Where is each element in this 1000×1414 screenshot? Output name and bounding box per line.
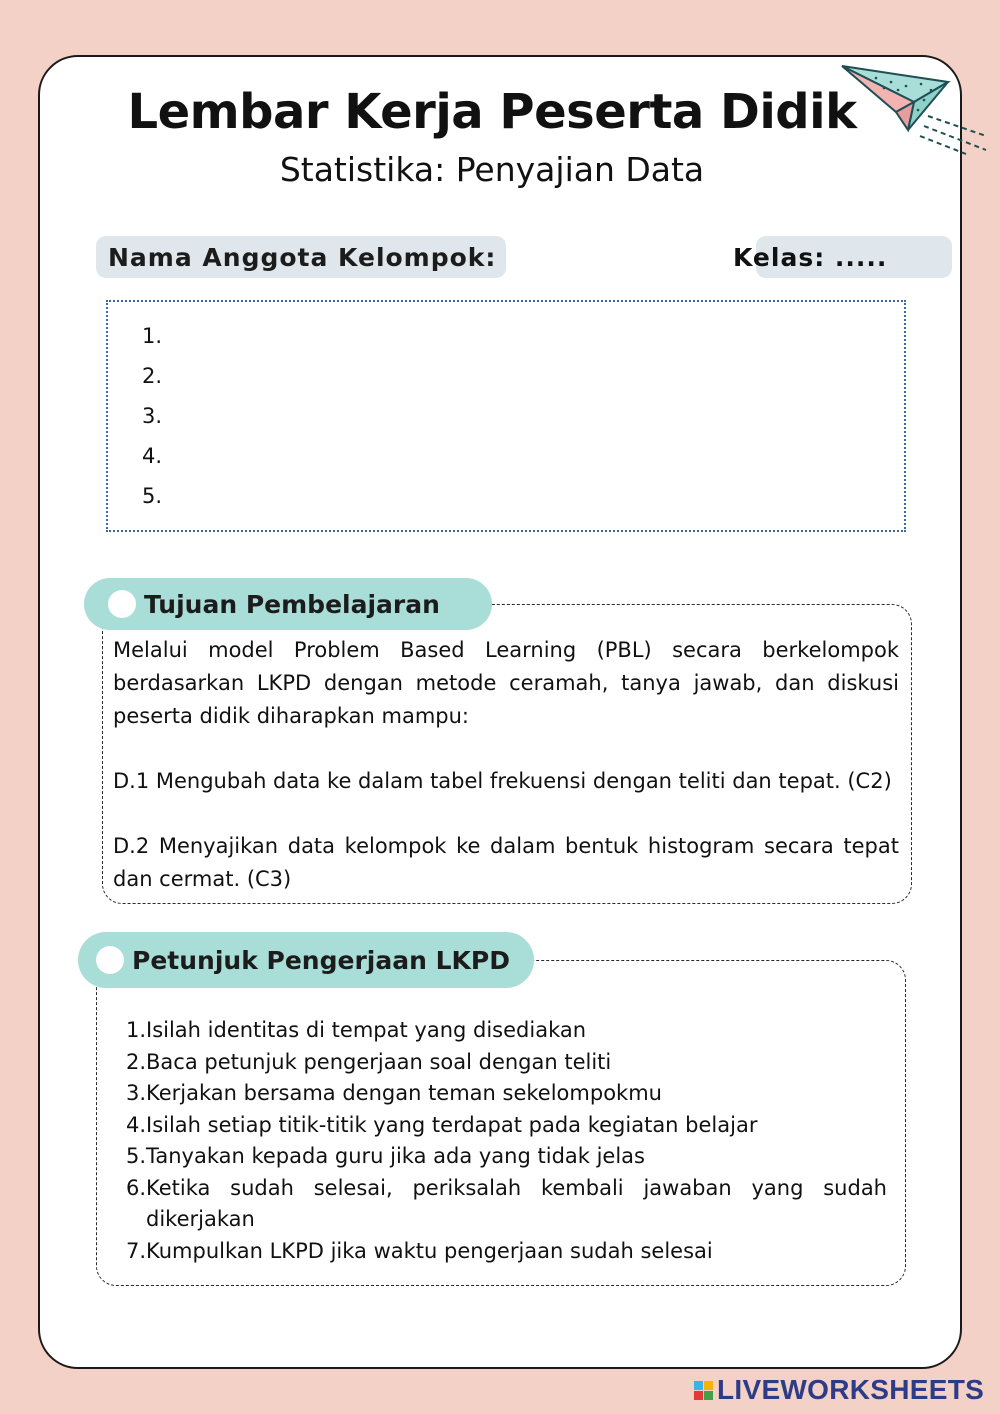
group-name-label: Nama Anggota Kelompok: [96, 236, 506, 278]
list-item: 7. Kumpulkan LKPD jika waktu pengerjaan sudah selesai [125, 1238, 713, 1263]
bullet-circle-icon [108, 590, 136, 618]
page-subtitle: Statistika: Penyajian Data [279, 150, 705, 189]
list-item: 6. Ketika sudah selesai, periksalah kembali jawaban yang sudah dikerjakan [125, 1175, 887, 1231]
member-slot[interactable]: 2. [142, 364, 163, 388]
member-slot[interactable]: 3. [142, 404, 163, 428]
page-title: Lembar Kerja Peserta Didik [127, 84, 857, 140]
list-item: 5. Tanyakan kepada guru jika ada yang tidak jelas [125, 1144, 645, 1168]
instructions-list [124, 1015, 887, 1267]
member-slot[interactable]: 1. [142, 324, 163, 348]
class-label: Kelas: ..... [733, 242, 888, 272]
liveworksheets-logo-icon [694, 1381, 713, 1400]
member-slot[interactable]: 5. [142, 484, 163, 508]
objectives-intro: Melalui model Problem Based Learning (PBL) secara berkelompok berdasarkan LKPD dengan metode ceramah, tanya jawab, dan diskusi peserta didik diharapkan mampu: [113, 638, 899, 728]
paper-plane-icon [836, 60, 996, 160]
list-item: 1. Isilah identitas di tempat yang disediakan [125, 1018, 587, 1042]
list-item: 2. Baca petunjuk pengerjaan soal dengan teliti [125, 1049, 612, 1074]
objectives-heading: Tujuan Pembelajaran [84, 578, 492, 630]
bullet-circle-icon [96, 946, 124, 974]
list-item: 3. Kerjakan bersama dengan teman sekelompokmu [125, 1081, 662, 1105]
objective-d2: D.2 Menyajikan data kelompok ke dalam bentuk histogram secara tepat dan cermat. (C3) [113, 834, 899, 891]
instructions-heading: Petunjuk Pengerjaan LKPD [78, 932, 534, 988]
objective-d1: D.1 Mengubah data ke dalam tabel frekuensi dengan teliti dan tepat. (C2) [113, 769, 892, 793]
group-members-box [106, 300, 906, 532]
member-slot[interactable]: 4. [142, 444, 163, 468]
liveworksheets-brand[interactable]: LIVEWORKSHEETS [694, 1372, 984, 1408]
list-item: 4. Isilah setiap titik-titik yang terdapat pada kegiatan belajar [125, 1112, 758, 1137]
